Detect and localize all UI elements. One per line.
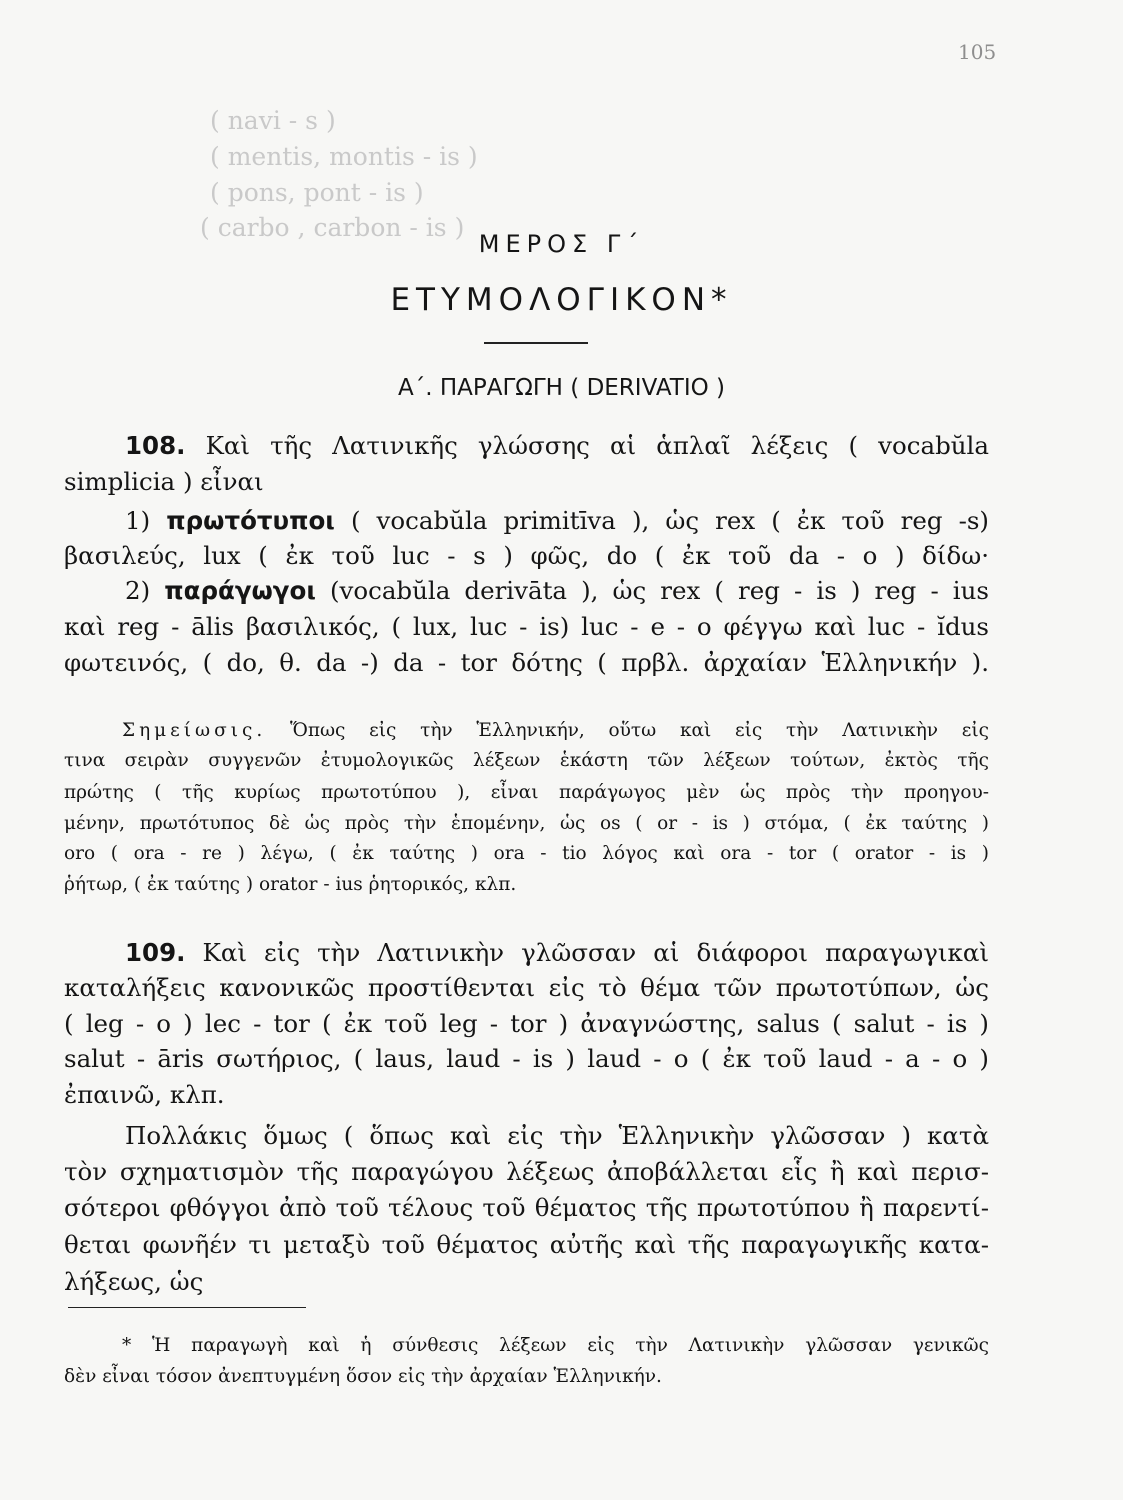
paragraph-108-line: βασιλεύς, lux ( ἐκ τοῦ luc - s ) φῶς, do ( ἐκ τοῦ da - o ) δίδω·	[64, 541, 989, 570]
list-item-primitive: 1) πρωτότυποι ( vocabŭla primitīva ), ὡς rex ( ἐκ τοῦ reg -s)	[125, 506, 989, 535]
paragraph-108-line: καὶ reg - ālis βασιλικός, ( lux, luc - is) luc - e - o φέγγω καὶ luc - ĭdus	[64, 612, 989, 641]
paragraph-line: λήξεως, ὡς	[64, 1267, 204, 1296]
page-number: 105	[958, 40, 997, 64]
paragraph-108-line: 108. Καὶ τῆς Λατινικῆς γλώσσης αἱ ἁπλαῖ λέξεις ( vocabŭla	[125, 431, 989, 460]
footnote-divider	[68, 1307, 306, 1308]
note-line: πρώτης ( τῆς κυρίως πρωτοτύπου ), εἶναι παράγωγος μὲν ὡς πρὸς τὴν προηγου-	[64, 782, 989, 803]
note-line: Σημείωσις. Ὅπως εἰς τὴν Ἑλληνικήν, οὕτω καὶ εἰς τὴν Λατινικὴν εἰς	[122, 720, 989, 741]
list-item-derivative: 2) παράγωγοι (vocabŭla derivāta ), ὡς rex ( reg - is ) reg - ius	[125, 576, 989, 605]
paragraph-line: θεται φωνῆέν τι μεταξὺ τοῦ θέματος αὐτῆς καὶ τῆς παραγωγικῆς κατα-	[64, 1230, 989, 1259]
paragraph-line: σότεροι φθόγγοι ἀπὸ τοῦ τέλους τοῦ θέματος τῆς πρωτοτύπου ἢ παρεντί-	[64, 1193, 989, 1222]
note-line: oro ( ora - re ) λέγω, ( ἐκ ταύτης ) ora - tio λόγος καὶ ora - tor ( orator - is )	[64, 843, 989, 864]
paragraph-109-line: ἐπαινῶ, κλπ.	[64, 1080, 225, 1109]
paragraph-109-line: salut - āris σωτήριος, ( laus, laud - is ) laud - o ( ἐκ τοῦ laud - a - o )	[64, 1044, 989, 1073]
paragraph-line: Πολλάκις ὅμως ( ὅπως καὶ εἰς τὴν Ἑλληνικὴν γλῶσσαν ) κατὰ	[125, 1121, 989, 1150]
note-line: τινα σειρὰν συγγενῶν ἐτυμολογικῶς λέξεων ἑκάστη τῶν λέξεων τούτων, ἐκτὸς τῆς	[64, 750, 989, 771]
title-divider	[484, 342, 588, 344]
section-heading: Α΄. ΠΑΡΑΓΩΓΗ ( DERIVATIO )	[397, 375, 726, 401]
paragraph-number: 108.	[125, 431, 186, 460]
footnote-line: * Ἡ παραγωγὴ καὶ ἡ σύνθεσις λέξεων εἰς τὴν Λατινικὴν γλῶσσαν γενικῶς	[122, 1335, 989, 1356]
term-primitive: πρωτότυποι	[166, 506, 335, 535]
bleed-through-line: ( carbo , carbon - is )	[200, 213, 465, 242]
paragraph-109-line: 109. Καὶ εἰς τὴν Λατινικὴν γλῶσσαν αἱ διάφοροι παραγωγικαὶ	[125, 938, 989, 967]
bleed-through-line: ( navi - s )	[210, 106, 336, 135]
paragraph-108-line: simplicia ) εἶναι	[64, 467, 264, 496]
paragraph-109-line: ( leg - o ) lec - tor ( ἐκ τοῦ leg - tor ) ἀναγνώστης, salus ( salut - is )	[64, 1009, 989, 1038]
note-line: μένην, πρωτότυπος δὲ ὡς πρὸς τὴν ἑπομένην, ὡς os ( or - is ) στόμα, ( ἐκ ταύτης )	[64, 813, 989, 834]
note-label: Σημείωσις.	[122, 720, 267, 741]
note-line: ῥήτωρ, ( ἐκ ταύτης ) orator - ius ῥητορικός, κλπ.	[64, 874, 517, 895]
paragraph-109-line: καταλήξεις κανονικῶς προστίθενται εἰς τὸ θέμα τῶν πρωτοτύπων, ὡς	[64, 973, 989, 1002]
part-heading: ΜΕΡΟΣ Γ΄	[478, 230, 645, 258]
paragraph-108-line: φωτεινός, ( do, θ. da -) da - tor δότης ( πρβλ. ἀρχαίαν Ἑλληνικήν ).	[64, 648, 989, 677]
chapter-title: ΕΤΥΜΟΛΟΓΙΚΟΝ*	[390, 282, 733, 318]
paragraph-line: τὸν σχηματισμὸν τῆς παραγώγου λέξεως ἀποβάλλεται εἷς ἢ καὶ περισ-	[64, 1157, 989, 1186]
term-derivative: παράγωγοι	[164, 576, 316, 605]
footnote-line: δὲν εἶναι τόσον ἀνεπτυγμένη ὅσον εἰς τὴν ἀρχαίαν Ἑλληνικήν.	[64, 1366, 662, 1387]
bleed-through-line: ( mentis, montis - is )	[210, 142, 478, 171]
paragraph-number: 109.	[125, 938, 186, 967]
bleed-through-line: ( pons, pont - is )	[210, 178, 424, 207]
